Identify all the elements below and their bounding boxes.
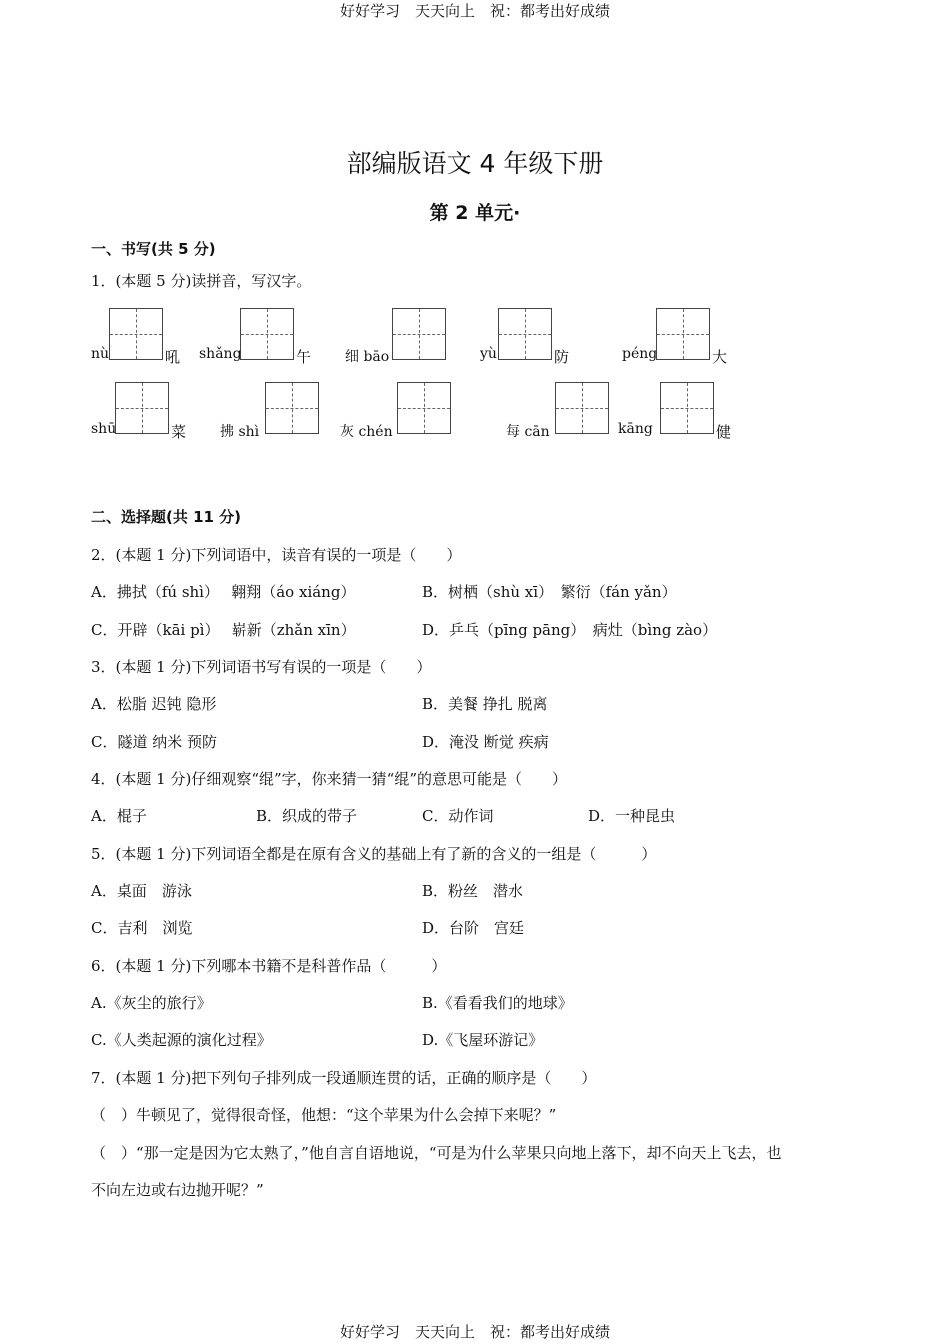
page-title: 部编版语文 4 年级下册 bbox=[346, 149, 604, 178]
pinyin-label: nù bbox=[91, 346, 110, 362]
option-b[interactable]: B．粉丝 潜水 bbox=[422, 882, 524, 900]
writing-grid-box[interactable] bbox=[498, 308, 552, 360]
page-footer: 好好学习 天天向上 祝：都考出好成绩 bbox=[339, 1323, 610, 1341]
char-label: 防 bbox=[554, 348, 570, 366]
pinyin-label: péng bbox=[622, 346, 658, 362]
option-d[interactable]: D．一种昆虫 bbox=[588, 807, 676, 825]
writing-grid-box[interactable] bbox=[660, 382, 714, 434]
option-d[interactable]: D．台阶 宫廷 bbox=[422, 919, 525, 937]
option-b[interactable]: B．织成的带子 bbox=[256, 807, 358, 825]
page-header: 好好学习 天天向上 祝：都考出好成绩 bbox=[339, 2, 610, 20]
writing-grid-box[interactable] bbox=[240, 308, 294, 360]
option-c[interactable]: C．开辟（kāi pì） 崭新（zhǎn xīn） bbox=[91, 621, 356, 639]
pinyin-label: 灰 chén bbox=[340, 424, 393, 440]
writing-grid-box[interactable] bbox=[115, 382, 169, 434]
option-c[interactable]: C.《人类起源的演化过程》 bbox=[91, 1031, 272, 1049]
option-c[interactable]: C．吉利 浏览 bbox=[91, 919, 193, 937]
pinyin-label: 每 cān bbox=[506, 424, 550, 440]
option-b[interactable]: B．树栖（shù xī） 繁衍（fán yǎn） bbox=[422, 583, 677, 601]
pinyin-label: shǎng bbox=[199, 346, 242, 362]
char-label: 吼 bbox=[165, 348, 181, 366]
char-label: 菜 bbox=[171, 423, 187, 441]
writing-grid-box[interactable] bbox=[265, 382, 319, 434]
option-b[interactable]: B.《看看我们的地球》 bbox=[422, 994, 573, 1012]
option-d[interactable]: D．乒乓（pīng pāng） 病灶（bìng zào） bbox=[422, 621, 718, 639]
pinyin-label: yù bbox=[480, 346, 497, 362]
char-label: 健 bbox=[716, 423, 732, 441]
writing-grid-box[interactable] bbox=[555, 382, 609, 434]
section-1-heading: 一、书写(共 5 分) bbox=[91, 240, 216, 258]
sentence-item-continued: 不向左边或右边抛开呢？” bbox=[91, 1181, 264, 1199]
question-1-stem: 1．(本题 5 分)读拼音，写汉字。 bbox=[91, 272, 312, 290]
question-6-stem: 6．(本题 1 分)下列哪本书籍不是科普作品（ ） bbox=[91, 957, 447, 975]
pinyin-label: kāng bbox=[618, 421, 653, 437]
option-c[interactable]: C．隧道 纳米 预防 bbox=[91, 733, 218, 751]
pinyin-label: 细 bāo bbox=[345, 349, 390, 365]
option-d[interactable]: D.《飞屋环游记》 bbox=[422, 1031, 544, 1049]
option-c[interactable]: C．动作词 bbox=[422, 807, 494, 825]
writing-grid-box[interactable] bbox=[656, 308, 710, 360]
question-5-stem: 5．(本题 1 分)下列词语全都是在原有含义的基础上有了新的含义的一组是（ ） bbox=[91, 845, 657, 863]
writing-grid-box[interactable] bbox=[109, 308, 163, 360]
question-3-stem: 3．(本题 1 分)下列词语书写有误的一项是（ ） bbox=[91, 658, 432, 676]
writing-grid-box[interactable] bbox=[397, 382, 451, 434]
page-subtitle: 第 2 单元· bbox=[429, 202, 521, 224]
section-2-heading: 二、选择题(共 11 分) bbox=[91, 508, 242, 526]
option-d[interactable]: D．淹没 断觉 疾病 bbox=[422, 733, 549, 751]
question-2-stem: 2．(本题 1 分)下列词语中，读音有误的一项是（ ） bbox=[91, 546, 462, 564]
char-label: 大 bbox=[712, 348, 728, 366]
pinyin-label: 拂 shì bbox=[220, 424, 260, 440]
writing-grid-box[interactable] bbox=[392, 308, 446, 360]
option-a[interactable]: A．棍子 bbox=[91, 807, 147, 825]
char-label: 午 bbox=[296, 348, 312, 366]
sentence-item: （ ）“那一定是因为它太熟了，”他自言自语地说，“可是为什么苹果只向地上落下，却不向天上飞去，也 bbox=[91, 1144, 782, 1162]
sentence-item: （ ）牛顿见了，觉得很奇怪，他想：“这个苹果为什么会掉下来呢？” bbox=[91, 1106, 557, 1124]
question-7-stem: 7．(本题 1 分)把下列句子排列成一段通顺连贯的话，正确的顺序是（ ） bbox=[91, 1069, 597, 1087]
question-4-stem: 4．(本题 1 分)仔细观察“绲”字，你来猜一猜“绲”的意思可能是（ ） bbox=[91, 770, 568, 788]
option-a[interactable]: A.《灰尘的旅行》 bbox=[91, 994, 212, 1012]
option-b[interactable]: B．美餐 挣扎 脱离 bbox=[422, 695, 548, 713]
option-a[interactable]: A．松脂 迟钝 隐形 bbox=[91, 695, 217, 713]
option-a[interactable]: A．拂拭（fú shì） 翱翔（áo xiáng） bbox=[91, 583, 356, 601]
option-a[interactable]: A．桌面 游泳 bbox=[91, 882, 192, 900]
pinyin-label: shū bbox=[91, 421, 117, 437]
